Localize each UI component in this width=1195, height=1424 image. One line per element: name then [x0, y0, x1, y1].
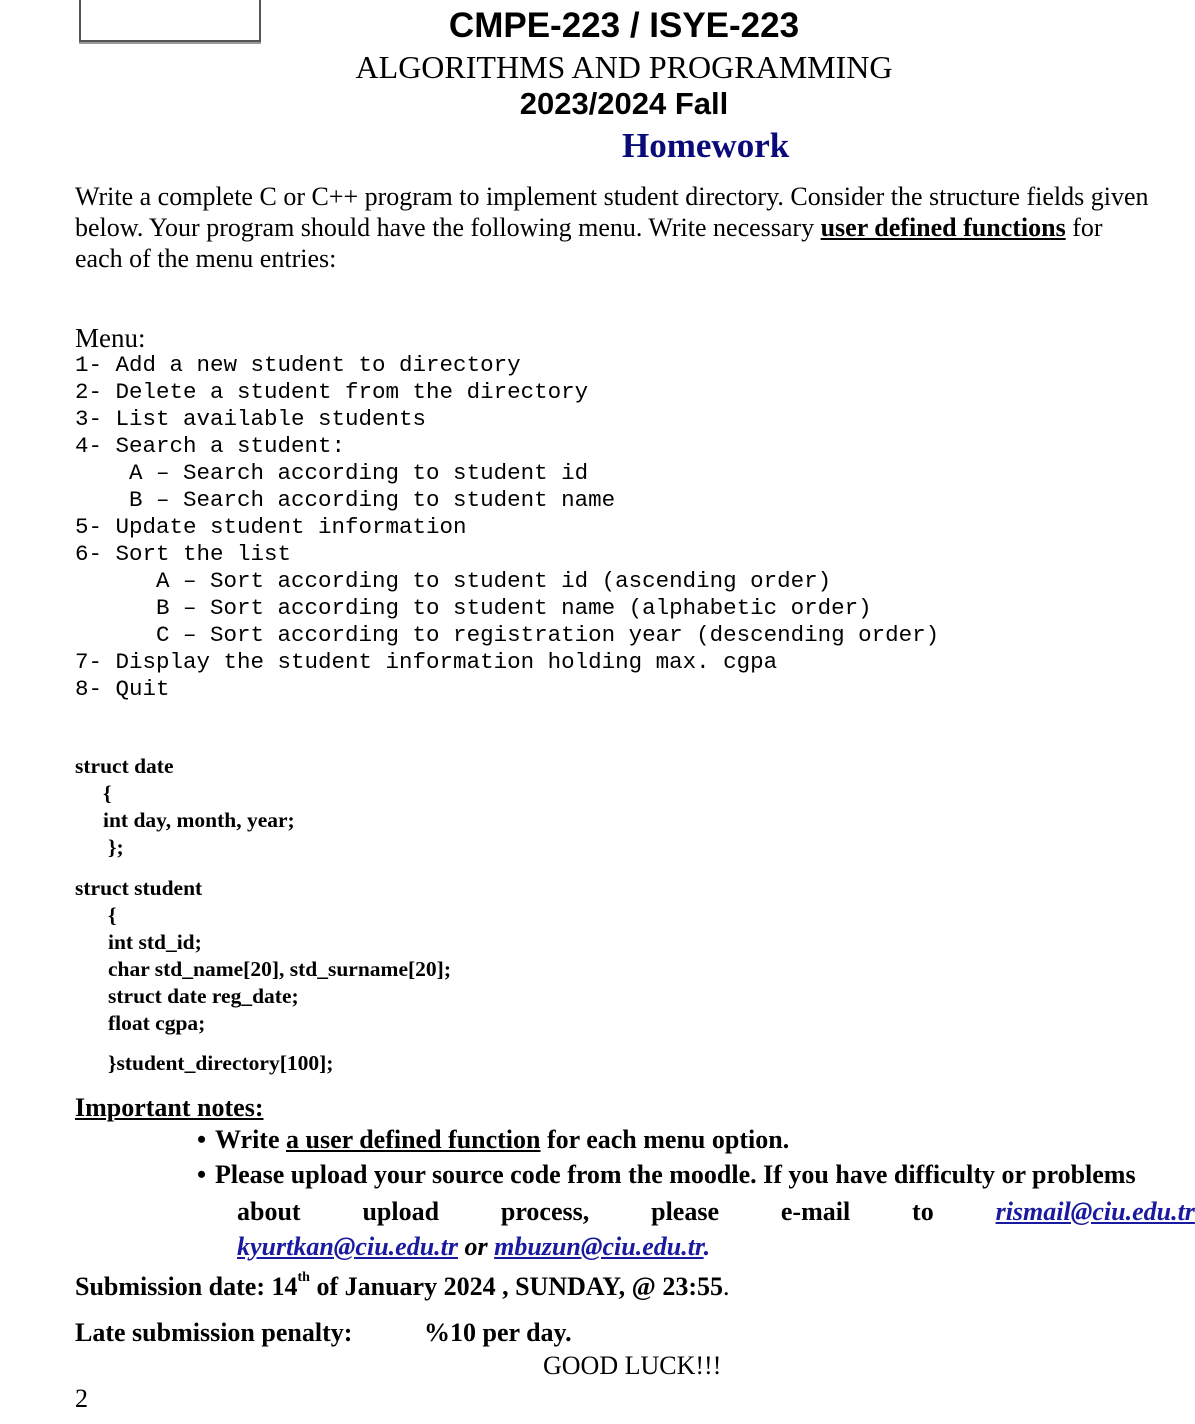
closing-text: GOOD LUCK!!!: [543, 1351, 722, 1380]
assignment-title: Homework: [622, 126, 790, 165]
struct-field: struct date reg_date;: [108, 984, 299, 1008]
course-code: CMPE-223 / ISYE-223: [448, 6, 800, 45]
email-link-2[interactable]: kyurtkan@ciu.edu.tr: [237, 1232, 458, 1261]
struct-field: float cgpa;: [108, 1011, 206, 1035]
intro-line-2: below. Your program should have the following menu. Write necessary user defined functions for: [75, 213, 1103, 242]
note-bullet-1: • Write a user defined function for each menu option.: [197, 1125, 790, 1154]
struct-date-close: };: [108, 835, 124, 859]
email-link-1[interactable]: rismail@ciu.edu.tr: [995, 1197, 1195, 1226]
notes-title: Important notes:: [75, 1093, 264, 1122]
menu-line: 1- Add a new student to directory: [75, 352, 521, 378]
menu-line: B – Sort according to student name (alphabetic order): [75, 595, 872, 621]
bullet-icon: •: [197, 1125, 207, 1154]
struct-field: int std_id;: [108, 930, 202, 954]
bullet-icon: •: [197, 1160, 207, 1189]
menu-line: 8- Quit: [75, 676, 170, 702]
menu-line: B – Search according to student name: [75, 487, 616, 513]
struct-date-open: {: [103, 781, 112, 805]
menu-line: 2- Delete a student from the directory: [75, 379, 589, 405]
menu-line: 3- List available students: [75, 406, 427, 432]
struct-date-head: struct date: [75, 754, 174, 778]
late-penalty-value: %10 per day.: [424, 1318, 572, 1347]
intro-emphasis: user defined functions: [820, 213, 1066, 242]
struct-student-head: struct student: [75, 876, 203, 900]
submission-date: Submission date: 14th of January 2024 , SUNDAY, @ 23:55.: [75, 1270, 730, 1301]
menu-line: A – Search according to student id: [75, 460, 589, 486]
term: 2023/2024 Fall: [519, 86, 729, 121]
menu-line: A – Sort according to student id (ascending order): [75, 568, 832, 594]
intro-line-3: each of the menu entries:: [75, 244, 337, 273]
email-line: kyurtkan@ciu.edu.tr or mbuzun@ciu.edu.tr.: [237, 1232, 711, 1261]
intro-paragraph: [75, 181, 1195, 274]
intro-line-1: Write a complete C or C++ program to implement student directory. Consider the structure fields given: [75, 182, 1149, 211]
struct-date-field: int day, month, year;: [103, 808, 295, 832]
page-number: 2: [75, 1384, 88, 1413]
menu-line: C – Sort according to registration year (descending order): [75, 622, 940, 648]
email-link-3[interactable]: mbuzun@ciu.edu.tr: [494, 1232, 704, 1261]
menu-line: 5- Update student information: [75, 514, 467, 540]
menu-line: 7- Display the student information holding max. cgpa: [75, 649, 778, 675]
menu-line: 6- Sort the list: [75, 541, 292, 567]
menu-line: 4- Search a student:: [75, 433, 346, 459]
late-penalty-label: Late submission penalty:: [75, 1318, 353, 1347]
struct-student-close: }student_directory[100];: [108, 1051, 334, 1075]
note-bullet-2: • Please upload your source code from the moodle. If you have difficulty or problems: [197, 1160, 1136, 1189]
struct-field: char std_name[20], std_surname[20];: [108, 957, 451, 981]
menu-title: Menu:: [75, 323, 146, 353]
note-bullet-2-line-2: about upload process, please e-mail to rismail@ciu.edu.tr: [237, 1197, 1195, 1226]
menu-listing: [75, 352, 939, 703]
struct-student-open: {: [108, 903, 117, 927]
course-title: ALGORITHMS AND PROGRAMMING: [355, 49, 893, 85]
